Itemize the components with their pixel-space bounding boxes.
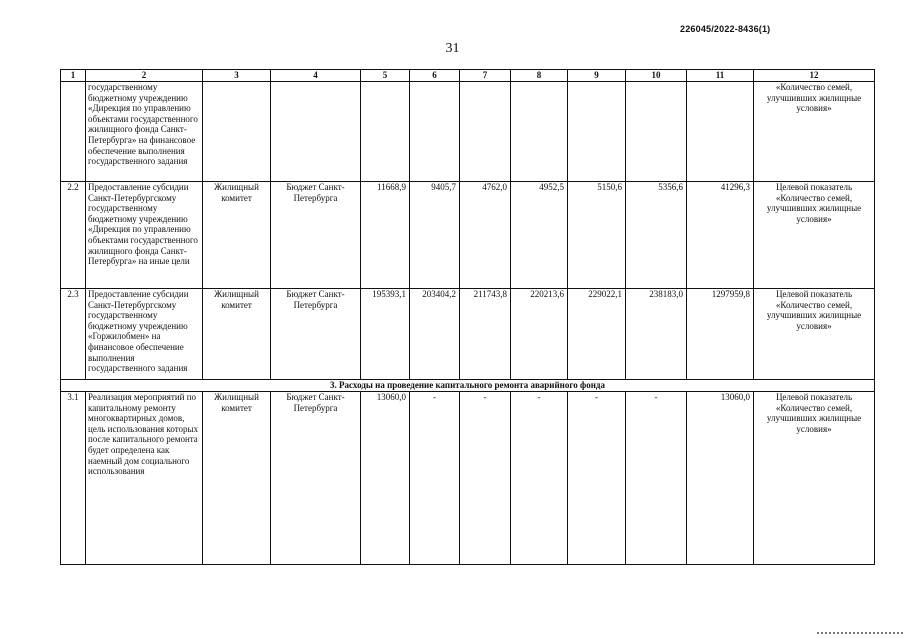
scan-edge-mark <box>817 632 903 640</box>
value-cell: 229022,1 <box>568 289 626 380</box>
column-header: 7 <box>460 70 511 82</box>
value-cell: 220213,6 <box>511 289 568 380</box>
row-number-cell <box>61 82 86 182</box>
column-header: 6 <box>410 70 460 82</box>
measure-name-cell: Реализация мероприятий по капитальному ремонту многоквартирных домов, цель использования которых после капитального ремонта будет определена как наемный дом социального использования <box>86 392 203 565</box>
section-title: 3. Расходы на проведение капитального ремонта аварийного фонда <box>61 380 875 392</box>
column-header: 4 <box>271 70 361 82</box>
value-cell: - <box>460 392 511 565</box>
indicator-cell: Целевой показатель «Количество семей, улучшивших жилищные условия» <box>754 289 875 380</box>
column-header: 1 <box>61 70 86 82</box>
column-number-row <box>61 70 875 82</box>
value-cell: 5356,6 <box>626 182 687 289</box>
document-id: 226045/2022-8436(1) <box>680 24 771 34</box>
value-cell: 5150,6 <box>568 182 626 289</box>
value-cell: - <box>568 392 626 565</box>
row-number-cell: 2.3 <box>61 289 86 380</box>
table-row <box>61 182 875 289</box>
total-cell: 13060,0 <box>687 392 754 565</box>
executor-cell: Жилищный комитет <box>203 289 271 380</box>
executor-cell: Жилищный комитет <box>203 392 271 565</box>
total-cell: 41296,3 <box>687 182 754 289</box>
funding-source-cell: Бюджет Санкт-Петербурга <box>271 182 361 289</box>
value-cell: 13060,0 <box>361 392 410 565</box>
indicator-cell: Целевой показатель «Количество семей, улучшивших жилищные условия» <box>754 392 875 565</box>
indicator-cell: «Количество семей, улучшивших жилищные условия» <box>754 82 875 182</box>
value-cell <box>626 82 687 182</box>
measure-name-cell: Предоставление субсидии Санкт-Петербургскому государственному бюджетному учреждению «Горжилобмен» на финансовое обеспечение выполнения государственного задания <box>86 289 203 380</box>
column-header: 3 <box>203 70 271 82</box>
column-header: 11 <box>687 70 754 82</box>
column-header: 2 <box>86 70 203 82</box>
total-cell: 1297959,8 <box>687 289 754 380</box>
value-cell <box>568 82 626 182</box>
value-cell <box>511 82 568 182</box>
table-row <box>61 392 875 565</box>
budget-table <box>60 69 875 565</box>
funding-source-cell <box>271 82 361 182</box>
indicator-cell: Целевой показатель «Количество семей, улучшивших жилищные условия» <box>754 182 875 289</box>
funding-source-cell: Бюджет Санкт-Петербурга <box>271 392 361 565</box>
value-cell: - <box>511 392 568 565</box>
value-cell: 4952,5 <box>511 182 568 289</box>
value-cell: 11668,9 <box>361 182 410 289</box>
value-cell <box>361 82 410 182</box>
value-cell: - <box>626 392 687 565</box>
measure-name-cell: государственному бюджетному учреждению «Дирекция по управлению объектами государственного жилищного фонда Санкт-Петербурга» на финансовое обеспечение выполнения государственного задания <box>86 82 203 182</box>
value-cell: 9405,7 <box>410 182 460 289</box>
row-number-cell: 2.2 <box>61 182 86 289</box>
column-header: 9 <box>568 70 626 82</box>
value-cell: 211743,8 <box>460 289 511 380</box>
executor-cell: Жилищный комитет <box>203 182 271 289</box>
column-header: 10 <box>626 70 687 82</box>
funding-source-cell: Бюджет Санкт-Петербурга <box>271 289 361 380</box>
column-header: 5 <box>361 70 410 82</box>
value-cell: 238183,0 <box>626 289 687 380</box>
executor-cell <box>203 82 271 182</box>
section-row <box>61 380 875 392</box>
row-number-cell: 3.1 <box>61 392 86 565</box>
table-row <box>61 82 875 182</box>
measure-name-cell: Предоставление субсидии Санкт-Петербургскому государственному бюджетному учреждению «Дирекция по управлению объектами государственного жилищного фонда Санкт-Петербурга» на иные цели <box>86 182 203 289</box>
value-cell: 4762,0 <box>460 182 511 289</box>
value-cell: 195393,1 <box>361 289 410 380</box>
column-header: 8 <box>511 70 568 82</box>
value-cell: 203404,2 <box>410 289 460 380</box>
column-header: 12 <box>754 70 875 82</box>
page-number: 31 <box>445 41 460 56</box>
table-row <box>61 289 875 380</box>
value-cell <box>460 82 511 182</box>
total-cell <box>687 82 754 182</box>
value-cell <box>410 82 460 182</box>
value-cell: - <box>410 392 460 565</box>
